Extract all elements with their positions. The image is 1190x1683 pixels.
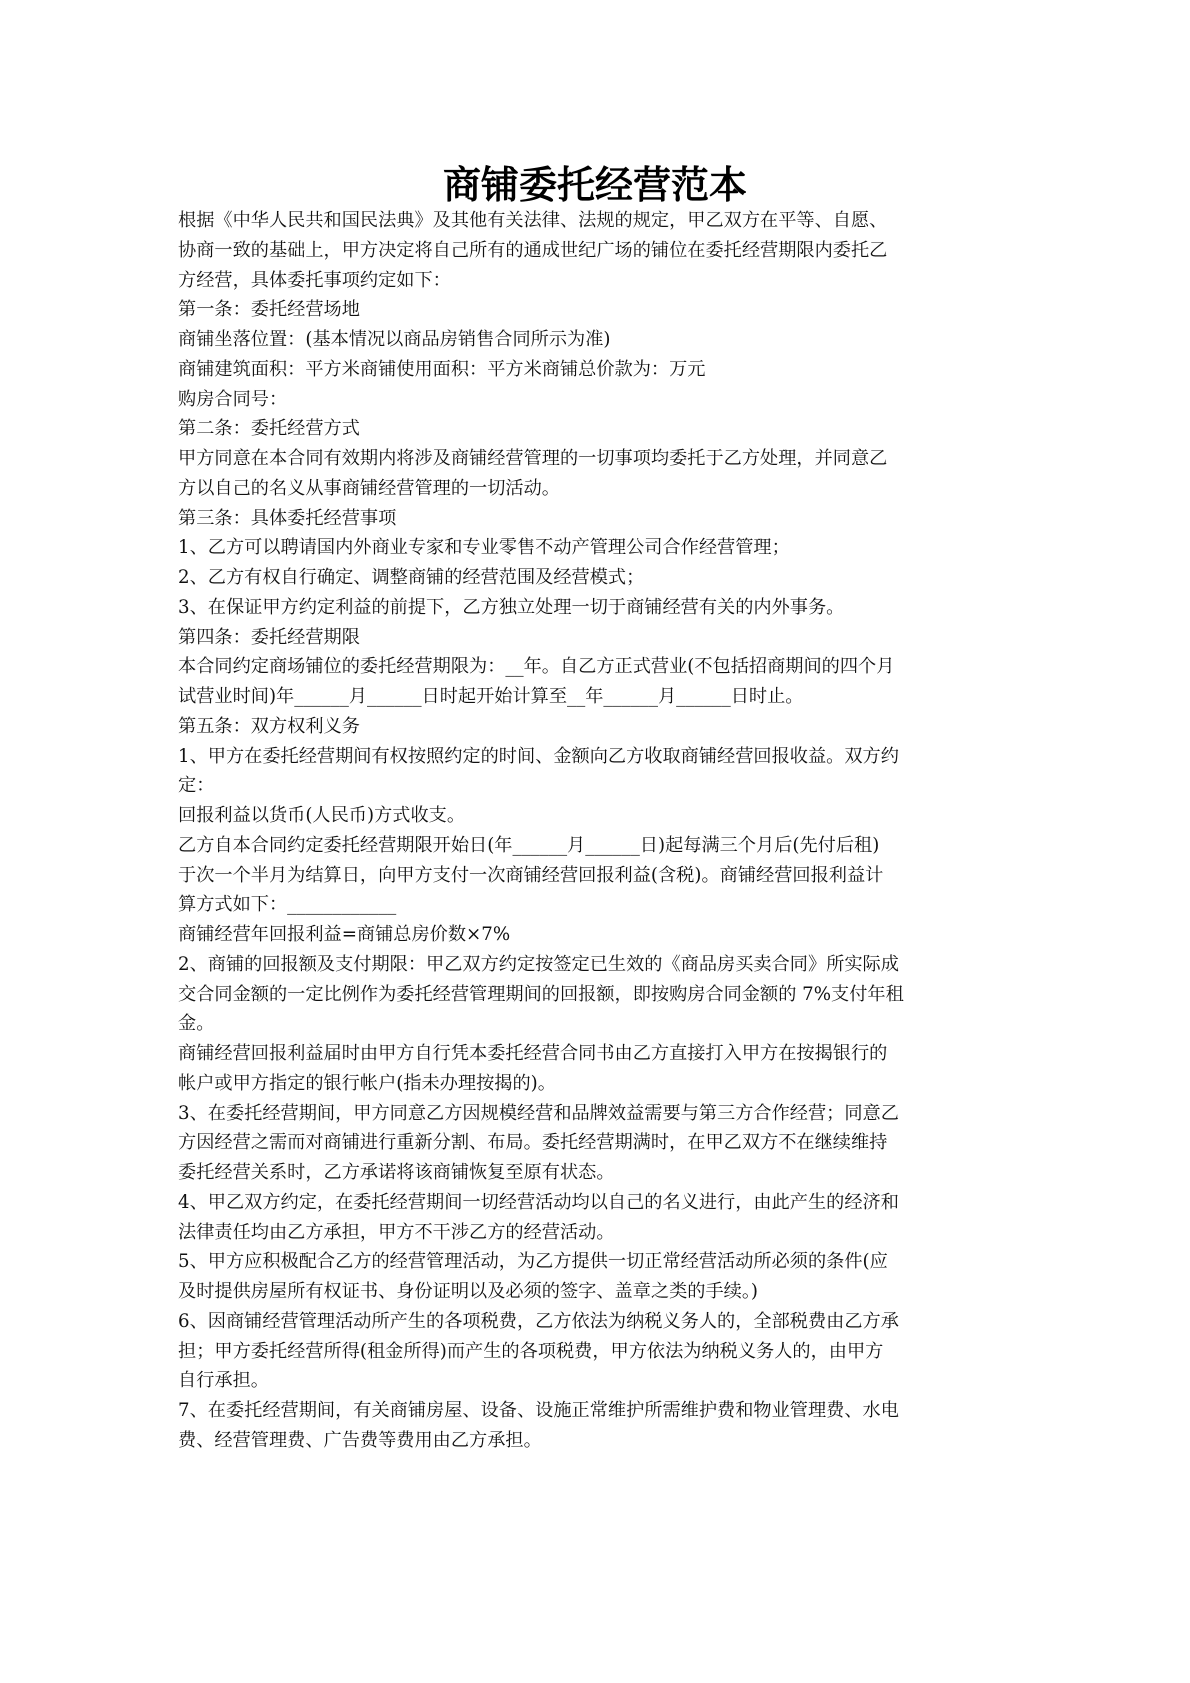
paragraph-line: 回报利益以货币(人民币)方式收支。 [178, 805, 466, 826]
paragraph-line: 商铺建筑面积：平方米商铺使用面积：平方米商铺总价款为：万元 [178, 358, 706, 380]
paragraph-line: 于次一个半月为结算日，向甲方支付一次商铺经营回报利益(含税)。商铺经营回报利益计 [178, 864, 884, 886]
paragraph-line: 交合同金额的一定比例作为委托经营管理期间的回报额，即按购房合同金额的 7%支付年租 [178, 983, 904, 1005]
paragraph-line: 委托经营关系时，乙方承诺将该商铺恢复至原有状态。 [178, 1162, 615, 1183]
paragraph-line: 3、在保证甲方约定利益的前提下，乙方独立处理一切于商铺经营有关的内外事务。 [178, 596, 845, 618]
paragraph-line: 商铺经营回报利益届时由甲方自行凭本委托经营合同书由乙方直接打入甲方在按揭银行的 [178, 1043, 888, 1064]
paragraph-line: 6、因商铺经营管理活动所产生的各项税费，乙方依法为纳税义务人的，全部税费由乙方承 [178, 1310, 899, 1332]
paragraph-line: 试营业时间)年______月______日时起开始计算至__年______月______日时止。 [178, 686, 804, 707]
paragraph-line: 担；甲方委托经营所得(租金所得)而产生的各项税费，甲方依法为纳税义务人的，由甲方 [178, 1340, 884, 1362]
paragraph-line: 本合同约定商场铺位的委托经营期限为：__年。自乙方正式营业(不包括招商期间的四个月 [178, 656, 895, 678]
paragraph-line: 购房合同号： [178, 388, 288, 410]
paragraph-line: 商铺坐落位置：(基本情况以商品房销售合同所示为准) [178, 329, 611, 350]
paragraph-line: 方以自己的名义从事商铺经营管理的一切活动。 [178, 477, 560, 499]
paragraph-line: 定： [178, 775, 215, 797]
paragraph-line: 费、经营管理费、广告费等费用由乙方承担。 [178, 1429, 542, 1451]
paragraph-line: 帐户或甲方指定的银行帐户(指未办理按揭的)。 [178, 1072, 556, 1094]
paragraph-line: 1、乙方可以聘请国内外商业专家和专业零售不动产管理公司合作经营管理； [178, 537, 790, 559]
paragraph-line: 根据《中华人民共和国民法典》及其他有关法律、法规的规定，甲乙双方在平等、自愿、 [178, 210, 888, 231]
paragraph-line: 自行承担。 [178, 1370, 269, 1392]
paragraph-line: 2、乙方有权自行确定、调整商铺的经营范围及经营模式； [178, 567, 645, 588]
paragraph-line: 第四条：委托经营期限 [178, 626, 360, 648]
paragraph-line: 及时提供房屋所有权证书、身份证明以及必须的签字、盖章之类的手续。) [178, 1281, 758, 1302]
paragraph-line: 第五条：双方权利义务 [178, 715, 360, 737]
paragraph-line: 方因经营之需而对商铺进行重新分割、布局。委托经营期满时，在甲乙双方不在继续维持 [178, 1132, 888, 1154]
paragraph-line: 3、在委托经营期间，甲方同意乙方因规模经营和品牌效益需要与第三方合作经营；同意乙 [178, 1102, 899, 1124]
paragraph-line: 法律责任均由乙方承担，甲方不干涉乙方的经营活动。 [178, 1221, 615, 1243]
paragraph-line: 第二条：委托经营方式 [178, 418, 360, 440]
paragraph-line: 甲方同意在本合同有效期内将涉及商铺经营管理的一切事项均委托于乙方处理，并同意乙 [178, 448, 888, 469]
paragraph-line: 算方式如下：____________ [178, 894, 397, 916]
paragraph-line: 第三条：具体委托经营事项 [178, 507, 397, 529]
paragraph-line: 金。 [178, 1013, 215, 1035]
paragraph-line: 7、在委托经营期间，有关商铺房屋、设备、设施正常维护所需维护费和物业管理费、水电 [178, 1400, 899, 1421]
paragraph-line: 4、甲乙双方约定，在委托经营期间一切经营活动均以自己的名义进行，由此产生的经济和 [178, 1191, 899, 1213]
paragraph-line: 方经营，具体委托事项约定如下： [178, 269, 451, 291]
paragraph-line: 第一条：委托经营场地 [178, 299, 360, 321]
document-body [178, 206, 1018, 1456]
paragraph-line: 协商一致的基础上，甲方决定将自己所有的通成世纪广场的铺位在委托经营期限内委托乙 [178, 239, 888, 261]
paragraph-line: 1、甲方在委托经营期间有权按照约定的时间、金额向乙方收取商铺经营回报收益。双方约 [178, 745, 899, 767]
document-title: 商铺委托经营范本 [442, 162, 747, 207]
paragraph-line: 乙方自本合同约定委托经营期限开始日(年______月______日)起每满三个月后(先付后租) [178, 834, 880, 856]
paragraph-line: 2、商铺的回报额及支付期限：甲乙双方约定按签定已生效的《商品房买卖合同》所实际成 [178, 953, 899, 975]
paragraph-line: 5、甲方应积极配合乙方的经营管理活动，为乙方提供一切正常经营活动所必须的条件(应 [178, 1251, 888, 1273]
paragraph-line: 商铺经营年回报利益=商铺总房价数×7% [178, 924, 511, 945]
